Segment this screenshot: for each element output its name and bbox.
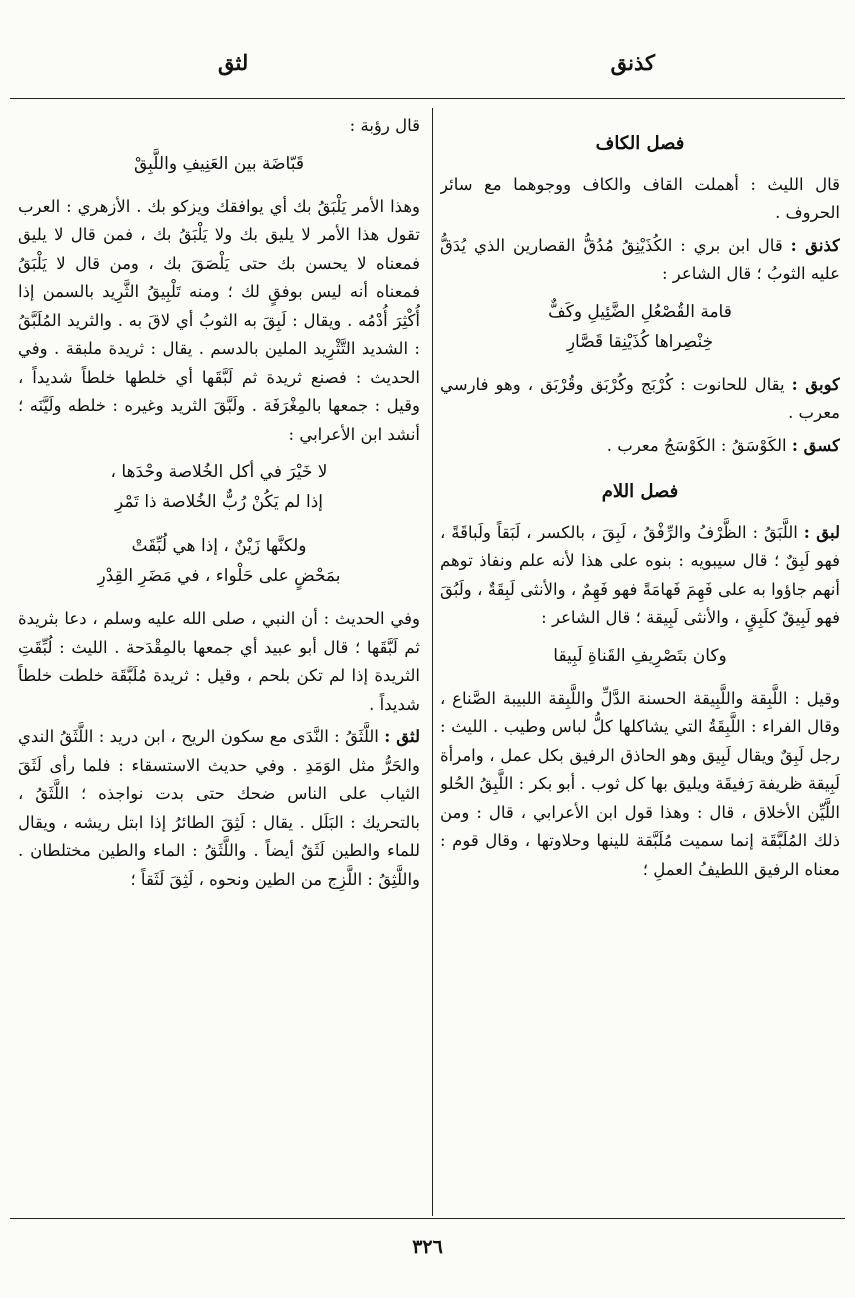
- headword-labq: لبق :: [803, 522, 840, 542]
- top-rule: [10, 98, 845, 99]
- verse-ibn-arabi-1: [18, 457, 420, 517]
- verse-ruba: [18, 149, 420, 179]
- verse-line: قامة القُصْعُلِ الضَّئِيلِ وكَفٌّ: [548, 301, 732, 322]
- header-left-word: لثق: [218, 50, 249, 75]
- entry-lathaq-text: اللَّثَقُ : النَّدَى مع سكون الريح ، ابن دريد : اللَّثَقُ الندي والحَرُّ مثل الوَمَدِ . وفي حديث الاستسقاء : فلما رأى لَثَقَ الثياب على الناس ضحك حتى بدت نواجذه ؛ اللَّثَقُ ، بالتحريك : البَلَل . يقال : لَثِقَ الطائرُ إذا ابتل ريشه ، ويقال للماء والطين لَثَقٌ أيضاً . واللَّثَقُ : الماء والطين مختلطان . واللَّثِقُ : اللَّزِج من الطين ونحوه ، لَثِقَ لَثَقاً ؛: [18, 727, 420, 889]
- labq-continuation-text: وهذا الأمر يَلْبَقُ بك أي يوافقك ويزكو بك . الأزهري : العرب تقول هذا الأمر لا يليق بك ولا يَلْبَقُ بك ، فمن قال لا يليق فمعناه لا يحسن بك حتى يَلْصَقَ بك ، ومن قال لا يَلْبَقُ فمعناه أنه ليس بوفقٍ لك ؛ ومنه تَلْبِيقُ الثَّرِيد بالسمن إذا أُكْثِرَ أُدْمُه . ويقال : لَبِقَ به الثوبُ أي لاقَ به . والثريد المُلَبَّقُ : الشديد التَّثْرِيد الملين بالدسم . يقال : ثريدة ملبقة . وفي الحديث : فصنع ثريدة ثم لَبَّقَها أي خلطها خلطاً شديداً ، وقيل : جمعها بالمِغْرَفَة . ولَبَّقَ الثريد وغيره : خلطه ولَيَّنَه ؛ أنشد ابن الأعرابي :: [18, 196, 420, 444]
- verse-ibn-arabi-2: [18, 531, 420, 591]
- verse-line: لا خَيْرَ في أكل الخُلاصة وحْدَها ،: [110, 462, 328, 482]
- entry-kasq-text: الكَوْسَقُ : الكَوْسَجُ معرب .: [606, 435, 787, 455]
- page-number: ٣٢٦: [412, 1236, 443, 1258]
- verse-kadhnaq: [440, 297, 840, 357]
- right-column: [440, 112, 840, 1212]
- headword-kawbaq: كوبق :: [791, 374, 840, 394]
- headword-kasq: كسق :: [791, 435, 840, 455]
- entry-kawbaq-text: يقال للحانوت : كُرْبَج وكُرْبَق وقُرْبَق ، وهو فارسي معرب .: [440, 374, 840, 422]
- entry-labq-text: اللَّبَقُ : الظَّرْفُ والرِّفْقُ ، لَبِقَ ، بالكسر ، لَبَقاً ولَباقَةً ، فهو لَبِقٌ ؛ قال سيبويه : بنوه على هذا لأنه علم ونفاذ توهم أنهم جاؤوا به على فَهِمَ فَهامَةً فهو فَهِمٌ ، والأنثى لَبِقَةٌ ، ولَبُقَ فهو لَبِيقٌ كلَبِقٍ ، والأنثى لَبِيقة ؛ قال الشاعر :: [440, 522, 840, 627]
- verse-line: خِنْصِراها كُذَيْنِقا قَصَّارِ: [566, 331, 714, 352]
- entry-kasq: [440, 432, 840, 461]
- entry-lathaq: [18, 723, 420, 894]
- entry-kawbaq: [440, 371, 840, 428]
- left-intro: قال رؤبة :: [349, 116, 420, 135]
- left-column: [18, 112, 420, 1212]
- headword-kadhnaq: كذنق :: [790, 235, 840, 255]
- headword-lathaq: لثق :: [384, 727, 420, 746]
- verse-line: ولكنَّها زَيْنٌ ، إذا هي لُبِّقَتْ: [131, 536, 307, 556]
- verse-line: وكان بتَصْرِيفِ القَناةِ لَبِيقا: [553, 645, 727, 666]
- hadith-text: وفي الحديث : أن النبي ، صلى الله عليه وسلم ، دعا بثريدة ثم لَبَّقَها ؛ قال أبو عبيد أي جمعها بالمِقْدَحة . الليث : لُبِّقَتِ الثريدة إذا لم تكن بلحم ، وقيل : ثريدة مُلَبَّقَة خلطت خلطاً شديداً .: [18, 609, 420, 714]
- column-divider: [432, 108, 433, 1216]
- page-header: [0, 50, 855, 90]
- verse-line: قَبّاضَة بين العَنِيفِ واللَّبِقْ: [133, 153, 304, 174]
- kaf-intro: قال الليث : أهملت القاف والكاف ووجوهما مع سائر الحروف .: [440, 174, 840, 222]
- verse-line: بمَحْضٍ على حَلْواء ، في مَضَرِ القِدْرِ: [97, 566, 341, 586]
- entry-labq: [440, 519, 840, 633]
- bottom-rule: [10, 1218, 845, 1219]
- kaf-section-title: فصل الكاف: [595, 133, 685, 154]
- header-right-word: كذنق: [610, 50, 655, 75]
- lam-section-title: فصل اللام: [601, 481, 679, 502]
- verse-line: إذا لم يَكُنْ رُبٌّ الخُلاصة ذا تَمْرِ: [114, 492, 323, 512]
- entry-kadhnaq: [440, 232, 840, 289]
- entry-kadhnaq-text: قال ابن بري : الكُذَيْنِقُ مُدُقُّ القصارين الذي يُدَقُّ عليه الثوبُ ؛ قال الشاعر :: [440, 235, 840, 283]
- verse-labq: [440, 641, 840, 671]
- entry-labq-text-continued: وقيل : اللَّبِقة واللَّبِيقة الحسنة الدَّلِّ واللَّبِقة اللبيبة الصَّناع ، وقال الفراء : اللَّبِقَةُ التي يشاكلها كلُّ لباس وطيب . الليث : رجل لَبِقٌ ويقال لَبِيق وهو الحاذق الرفيق بكل عمل ، وامرأة لَبِيقة ظريفة رَفيقَة ويليق بها كل ثوب . أبو بكر : اللَّبِقُ الحُلو اللَّيِّن الأخلاق ، قال : وهذا قول ابن الأعرابي ، قال : ومن ذلك المُلَبَّقَة إنما سميت مُلَبَّقة للينها وحلاوتها ، وقال قوم : معناه الرفيق اللطيفُ العملِ ؛: [440, 688, 840, 879]
